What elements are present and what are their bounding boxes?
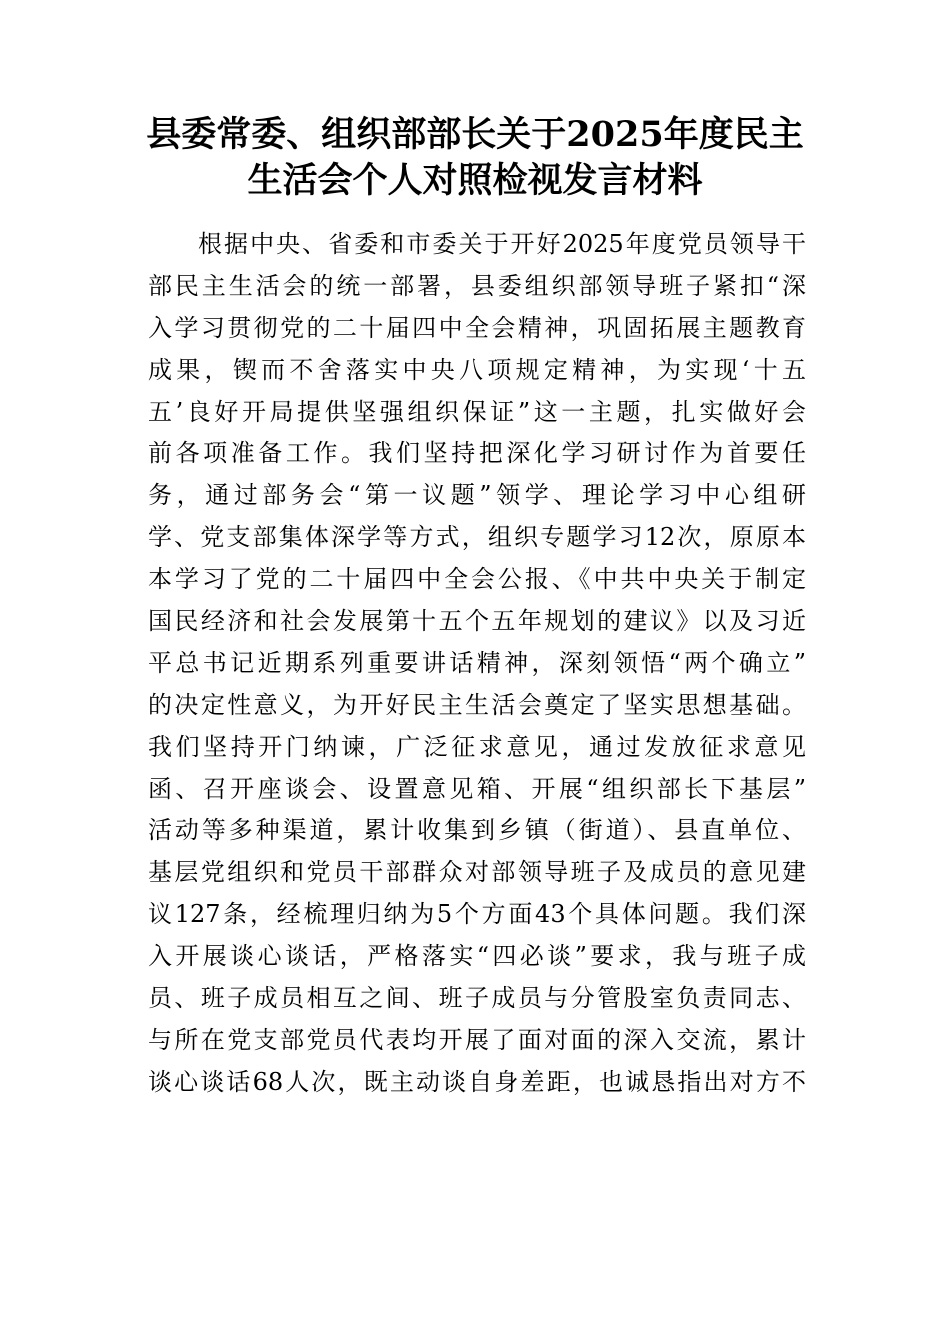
title-line-1: 县委常委、组织部部长关于2025年度民主 [146,114,804,155]
body-text-line: 与所在党支部党员代表均开展了面对面的深入交流，累计 [148,1025,806,1054]
document-body [148,224,806,1104]
title-line-2: 生活会个人对照检视发言材料 [247,160,703,201]
body-text-line: 国民经济和社会发展第十五个五年规划的建议》以及习近 [148,607,806,636]
body-text-line: 的决定性意义，为开好民主生活会奠定了坚实思想基础。 [148,690,806,719]
body-text-line: 函、召开座谈会、设置意见箱、开展“组织部长下基层” [148,774,806,803]
body-text-line: 基层党组织和党员干部群众对部领导班子及成员的意见建 [148,858,806,887]
body-text-line: 议127条，经梳理归纳为5个方面43个具体问题。我们深 [148,900,806,929]
body-text-line: 平总书记近期系列重要讲话精神，深刻领悟“两个确立” [148,648,806,677]
body-text-line: 我们坚持开门纳谏，广泛征求意见，通过发放征求意见 [148,732,806,761]
body-text-line: 前各项准备工作。我们坚持把深化学习研讨作为首要任 [148,439,806,468]
document-title [0,112,950,204]
body-text-line: 员、班子成员相互之间、班子成员与分管股室负责同志、 [148,984,806,1013]
body-text-line: 谈心谈话68人次，既主动谈自身差距，也诚恳指出对方不 [148,1067,806,1096]
body-text-line: 成果，锲而不舍落实中央八项规定精神，为实现‘十五 [148,355,806,384]
body-text-line: 本学习了党的二十届四中全会公报、《中共中央关于制定 [148,565,806,594]
body-text-line: 入学习贯彻党的二十届四中全会精神，巩固拓展主题教育 [148,313,806,342]
body-text-line: 根据中央、省委和市委关于开好2025年度党员领导干 [198,230,806,258]
body-text-line: 学、党支部集体深学等方式，组织专题学习12次，原原本 [148,523,806,552]
body-text-line: 部民主生活会的统一部署，县委组织部领导班子紧扣“深 [148,271,806,300]
body-text-line: 入开展谈心谈话，严格落实“四必谈”要求，我与班子成 [148,942,806,971]
body-text-line: 务，通过部务会“第一议题”领学、理论学习中心组研 [148,481,806,510]
body-text-line: 五’良好开局提供坚强组织保证”这一主题，扎实做好会 [148,397,806,426]
body-text-line: 活动等多种渠道，累计收集到乡镇（街道）、县直单位、 [148,816,806,845]
